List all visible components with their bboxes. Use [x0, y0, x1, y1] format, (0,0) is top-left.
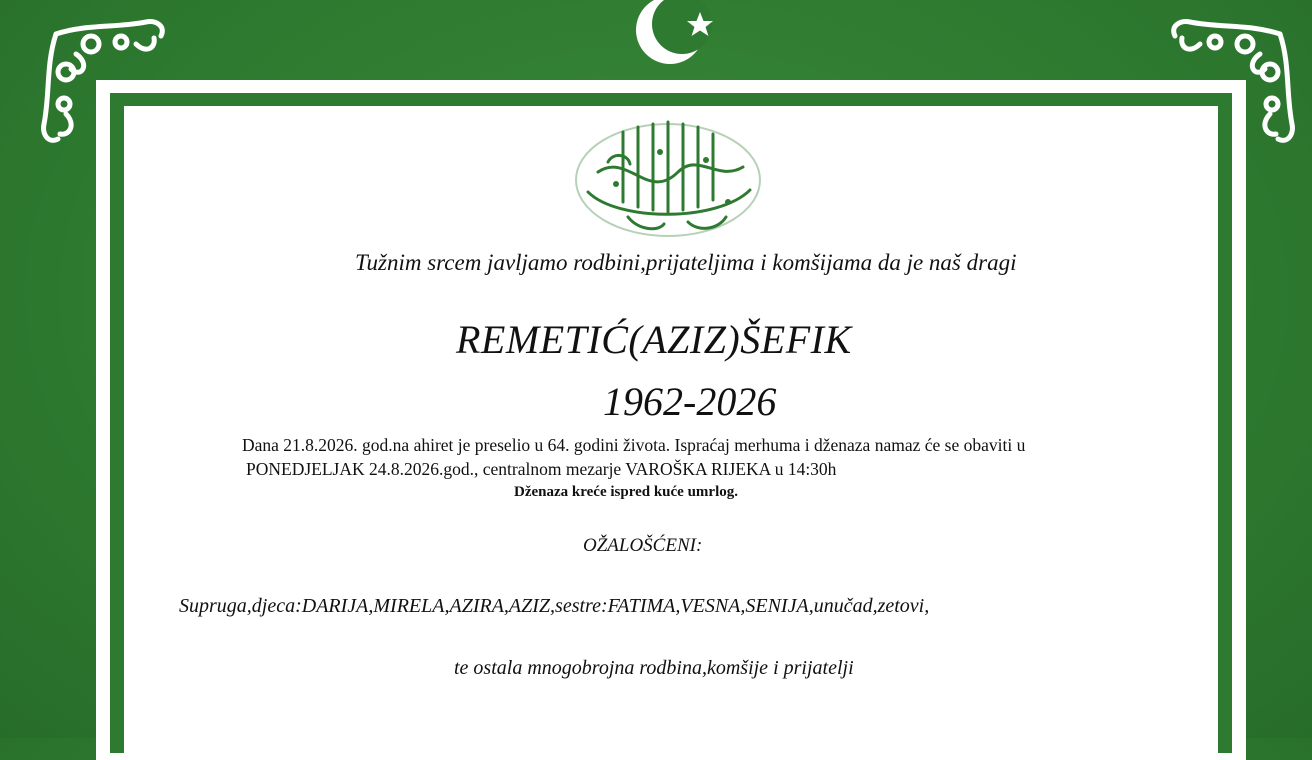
life-years: 1962-2026	[603, 379, 777, 424]
mourners-label: OŽALOŠĆENI:	[583, 535, 703, 556]
funeral-info-line-3: Dženaza kreće ispred kuće umrlog.	[514, 484, 738, 500]
intro-text: Tužnim srcem javljamo rodbini,prijateljima i komšijama da je naš dragi	[355, 250, 1017, 275]
relatives-line: te ostala mnogobrojna rodbina,komšije i prijatelji	[454, 657, 854, 679]
deceased-name: REMETIĆ(AZIZ)ŠEFIK	[456, 317, 852, 362]
funeral-info-line-1: Dana 21.8.2026. god.na ahiret je preselio u 64. godini života. Ispraćaj merhuma i dženaza namaz će se obaviti u	[242, 435, 1026, 455]
calligraphy-emblem	[568, 112, 768, 244]
family-list: Supruga,djeca:DARIJA,MIRELA,AZIRA,AZIZ,sestre:FATIMA,VESNA,SENIJA,unučad,zetovi,	[179, 595, 930, 617]
crescent-star-icon	[630, 0, 730, 72]
funeral-info-line-2: PONEDJELJAK 24.8.2026.god., centralnom mezarje VAROŠKA RIJEKA u 14:30h	[246, 459, 837, 479]
